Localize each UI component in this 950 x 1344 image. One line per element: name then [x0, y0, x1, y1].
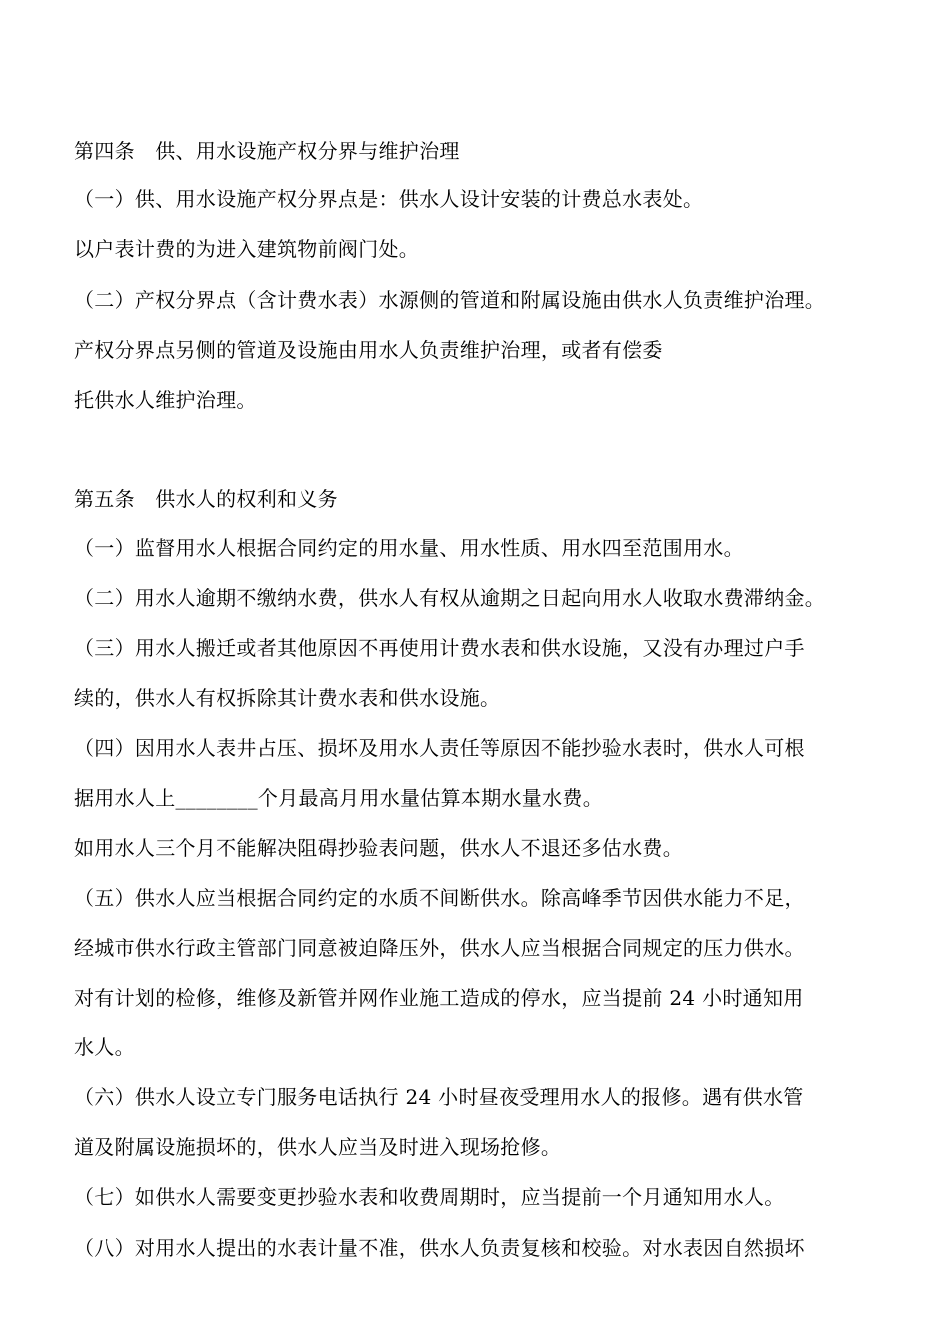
- article-4-line-3: （二）产权分界点（含计费水表）水源侧的管道和附属设施由供水人负责维护治理。: [74, 288, 826, 312]
- article-5-line-14: （七）如供水人需要变更抄验水表和收费周期时，应当提前一个月通知用水人。: [74, 1185, 785, 1209]
- article-5-line-12: （六）供水人设立专门服务电话执行 24 小时昼夜受理用水人的报修。遇有供水管: [74, 1085, 804, 1109]
- article-4-line-5: 托供水人维护治理。: [74, 388, 257, 412]
- article-5-line-11: 水人。: [74, 1035, 135, 1059]
- article-5-line-2: （二）用水人逾期不缴纳水费，供水人有权从逾期之日起向用水人收取水费滞纳金。: [74, 586, 826, 610]
- article-5-heading: 第五条 供水人的权利和义务: [74, 487, 338, 511]
- article-5-line-4: 续的，供水人有权拆除其计费水表和供水设施。: [74, 686, 501, 710]
- article-4-line-4: 产权分界点另侧的管道及设施由用水人负责维护治理，或者有偿委: [74, 338, 663, 362]
- article-4-line-2: 以户表计费的为进入建筑物前阀门处。: [74, 237, 420, 261]
- article-5-line-8: （五）供水人应当根据合同约定的水质不间断供水。除高峰季节因供水能力不足，: [74, 886, 805, 910]
- article-5-line-3: （三）用水人搬迁或者其他原因不再使用计费水表和供水设施，又没有办理过户手: [74, 636, 805, 660]
- article-5-line-6: 据用水人上________个月最高月用水量估算本期水量水费。: [74, 786, 603, 810]
- article-5-line-13: 道及附属设施损坏的，供水人应当及时进入现场抢修。: [74, 1135, 562, 1159]
- article-5-line-1: （一）监督用水人根据合同约定的用水量、用水性质、用水四至范围用水。: [74, 536, 744, 560]
- article-4-heading: 第四条 供、用水设施产权分界与维护治理: [74, 139, 460, 163]
- article-5-line-15: （八）对用水人提出的水表计量不准，供水人负责复核和校验。对水表因自然损坏: [74, 1236, 805, 1260]
- article-5-line-7: 如用水人三个月不能解决阻碍抄验表问题，供水人不退还多估水费。: [74, 836, 683, 860]
- article-5-line-5: （四）因用水人表井占压、损坏及用水人责任等原因不能抄验水表时，供水人可根: [74, 736, 805, 760]
- article-5-line-10: 对有计划的检修，维修及新管并网作业施工造成的停水，应当提前 24 小时通知用: [74, 986, 804, 1010]
- article-4-line-1: （一）供、用水设施产权分界点是：供水人设计安装的计费总水表处。: [74, 187, 704, 211]
- article-5-line-9: 经城市供水行政主管部门同意被迫降压外，供水人应当根据合同规定的压力供水。: [74, 936, 805, 960]
